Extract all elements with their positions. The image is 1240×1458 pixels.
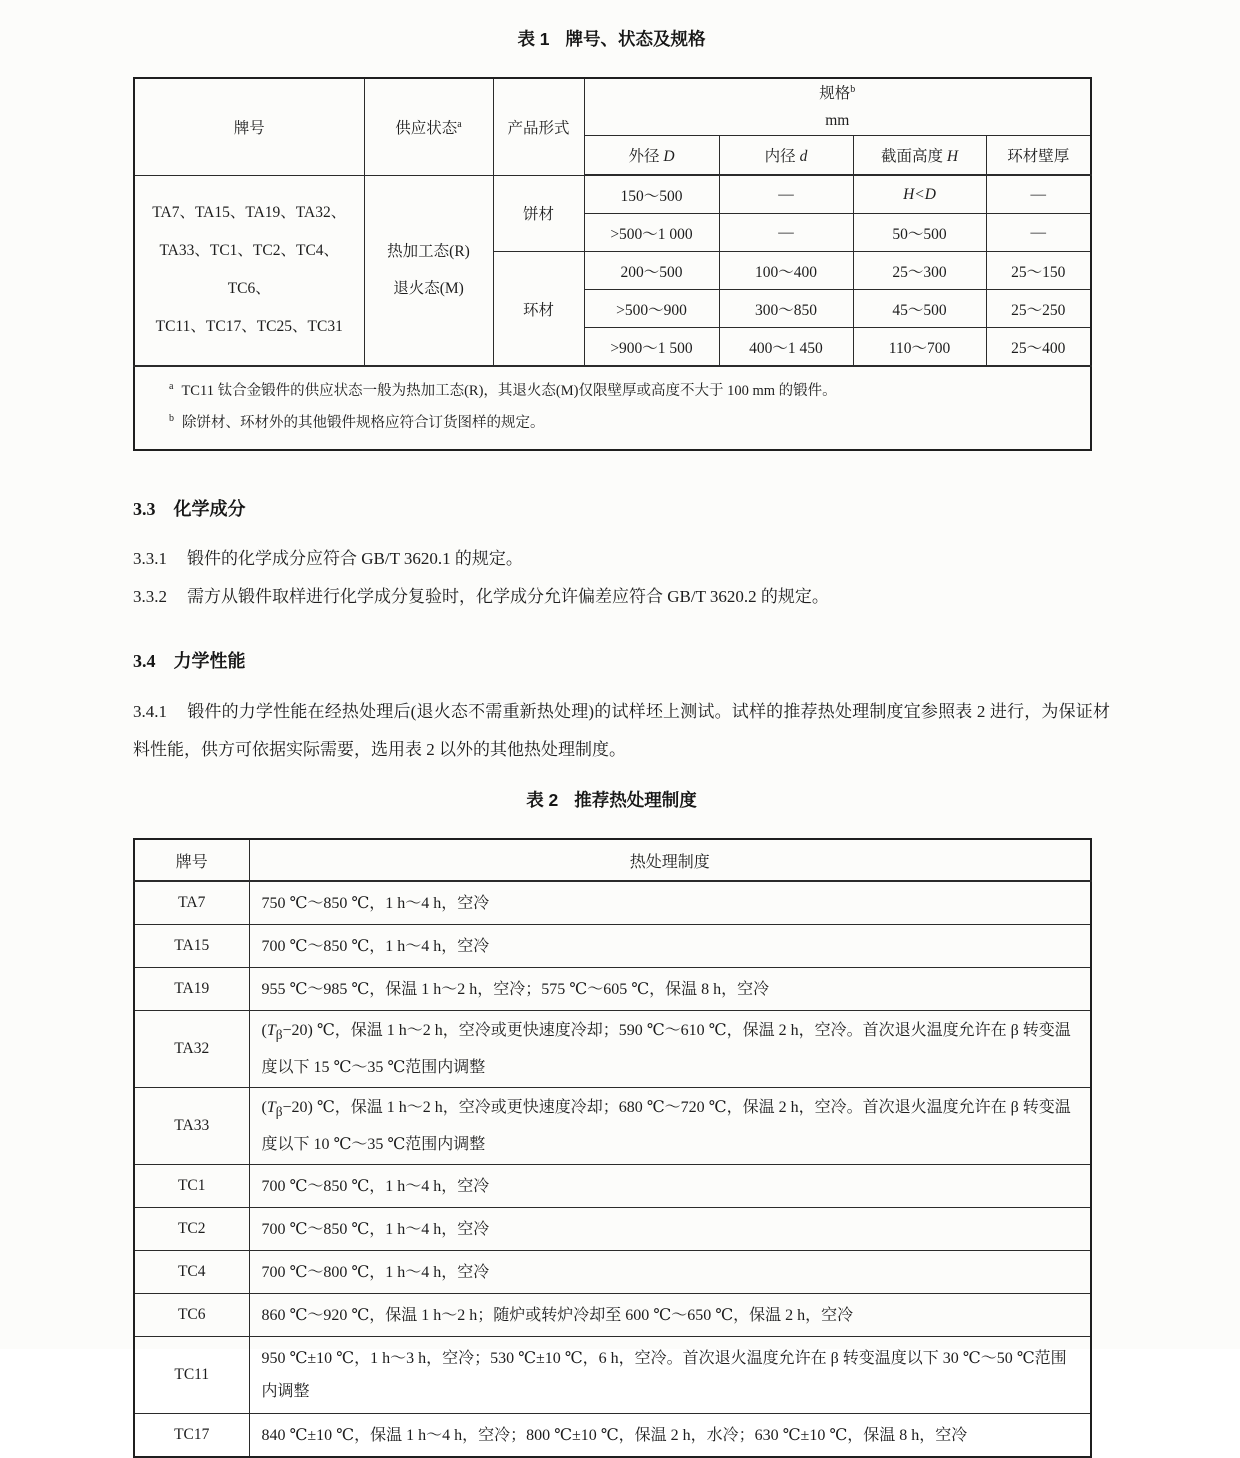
table-row bbox=[134, 1011, 1091, 1088]
t1-header-ring-wall: 环材壁厚 bbox=[986, 136, 1091, 176]
footnote-b: $^b$ 除饼材、环材外的其他锻件规格应符合订货图样的规定。 bbox=[169, 412, 545, 431]
spec-cell: 100～400 bbox=[719, 252, 853, 290]
t1-header-product-form: 产品形式 bbox=[493, 78, 584, 175]
treatment-cell: 750 ℃～850 ℃，1 h～4 h，空冷 bbox=[249, 881, 1091, 925]
grade-cell: TC11 bbox=[134, 1337, 249, 1414]
table-row bbox=[134, 1251, 1091, 1294]
table-header-row bbox=[134, 78, 1091, 136]
section-3-4-heading: 3.4 力学性能 bbox=[133, 651, 246, 671]
t1-header-spec-unit: mm bbox=[825, 112, 850, 129]
spec-cell: H<D bbox=[853, 175, 986, 214]
table-row bbox=[134, 1088, 1091, 1165]
table1-caption-label: 表 1 bbox=[517, 29, 550, 49]
table-row bbox=[134, 1208, 1091, 1251]
grade-cell: TA32 bbox=[134, 1011, 249, 1088]
spec-cell: >500～1 000 bbox=[584, 214, 719, 252]
grade-cell: TC4 bbox=[134, 1251, 249, 1294]
treatment-cell: 700 ℃～850 ℃，1 h～4 h，空冷 bbox=[249, 925, 1091, 968]
clause-3-4-1: 3.4.1 锻件的力学性能在经热处理后(退火态不需重新热处理)的试样坯上测试。试样的推荐热处理制度宜参照表 2 进行，为保证材料性能，供方可依据实际需要，选用表 2 以外的其他热处理制度。 bbox=[133, 702, 1110, 759]
grade-cell: TA15 bbox=[134, 925, 249, 968]
spec-cell: 25～250 bbox=[986, 290, 1091, 328]
table-row bbox=[134, 968, 1091, 1011]
treatment-cell: 700 ℃～850 ℃，1 h～4 h，空冷 bbox=[249, 1208, 1091, 1251]
treatment-cell: 840 ℃±10 ℃，保温 1 h～4 h，空冷；800 ℃±10 ℃，保温 2 h，水冷；630 ℃±10 ℃，保温 8 h，空冷 bbox=[249, 1414, 1091, 1458]
table2-heat-treatment bbox=[133, 838, 1092, 1458]
treatment-cell: 700 ℃～800 ℃，1 h～4 h，空冷 bbox=[249, 1251, 1091, 1294]
t2-header-treatment: 热处理制度 bbox=[249, 839, 1091, 881]
t1-form-cake-cell: 饼材 bbox=[493, 175, 584, 252]
table2-caption bbox=[133, 787, 1090, 812]
clause-3-3-2: 3.3.2 需方从锻件取样进行化学成分复验时，化学成分允许偏差应符合 GB/T 3620.2 的规定。 bbox=[133, 587, 829, 606]
grade-cell: TC2 bbox=[134, 1208, 249, 1251]
treatment-cell: $(T_\beta-20)$ ℃，保温 1 h～2 h，空冷或更快速度冷却；680 ℃～720 ℃，保温 2 h，空冷。首次退火温度允许在 β 转变温度以下 10 ℃～35 ℃范围内调整 bbox=[249, 1088, 1091, 1165]
spec-cell: — bbox=[986, 175, 1091, 214]
table1-grade-state-spec bbox=[133, 77, 1092, 451]
table2-caption-title: 推荐热处理制度 bbox=[574, 790, 697, 810]
spec-cell: — bbox=[986, 214, 1091, 252]
table-row bbox=[134, 1337, 1091, 1414]
table1-caption bbox=[133, 0, 1090, 51]
table-row bbox=[134, 881, 1091, 925]
t1-header-grade: 牌号 bbox=[134, 78, 364, 175]
section-3-3-heading: 3.3 化学成分 bbox=[133, 499, 246, 519]
t1-header-inner-diameter: 内径 d bbox=[719, 136, 853, 176]
spec-cell: >500～900 bbox=[584, 290, 719, 328]
grade-cell: TC17 bbox=[134, 1414, 249, 1458]
t1-form-ring-cell: 环材 bbox=[493, 252, 584, 367]
treatment-cell: $(T_\beta-20)$ ℃，保温 1 h～2 h，空冷或更快速度冷却；590 ℃～610 ℃，保温 2 h，空冷。首次退火温度允许在 β 转变温度以下 15 ℃～35 ℃范围内调整 bbox=[249, 1011, 1091, 1088]
table-row bbox=[134, 1294, 1091, 1337]
t1-supply-state-cell: 热加工态(R) 退火态(M) bbox=[364, 175, 493, 366]
spec-cell: 400～1 450 bbox=[719, 328, 853, 367]
grade-cell: TC1 bbox=[134, 1165, 249, 1208]
spec-cell: 45～500 bbox=[853, 290, 986, 328]
spec-cell: 50～500 bbox=[853, 214, 986, 252]
grade-cell: TA7 bbox=[134, 881, 249, 925]
footnotes-row bbox=[134, 366, 1091, 450]
spec-cell: >900～1 500 bbox=[584, 328, 719, 367]
t1-header-section-height: 截面高度 H bbox=[853, 136, 986, 176]
table-row bbox=[134, 175, 1091, 214]
footnote-ref-a: a bbox=[457, 118, 462, 130]
t1-grades-cell: TA7、TA15、TA19、TA32、 TA33、TC1、TC2、TC4、TC6、 TC11、TC17、TC25、TC31 bbox=[134, 175, 364, 366]
grade-cell: TA33 bbox=[134, 1088, 249, 1165]
table-row bbox=[134, 1165, 1091, 1208]
treatment-cell: 860 ℃～920 ℃，保温 1 h～2 h；随炉或转炉冷却至 600 ℃～650 ℃，保温 2 h，空冷 bbox=[249, 1294, 1091, 1337]
spec-cell: 25～150 bbox=[986, 252, 1091, 290]
t1-header-supply-state: 供应状态$^a$ bbox=[364, 78, 493, 175]
page-content bbox=[133, 0, 1110, 1458]
spec-cell: 110～700 bbox=[853, 328, 986, 367]
spec-cell: 200～500 bbox=[584, 252, 719, 290]
grade-cell: TC6 bbox=[134, 1294, 249, 1337]
t1-header-outer-diameter: 外径 D bbox=[584, 136, 719, 176]
table-row bbox=[134, 1414, 1091, 1458]
spec-cell: — bbox=[719, 214, 853, 252]
spec-cell: 25～300 bbox=[853, 252, 986, 290]
t2-header-grade: 牌号 bbox=[134, 839, 249, 881]
footnote-a: $^a$ TC11 钛合金锻件的供应状态一般为热加工态(R)，其退火态(M)仅限壁厚或高度不大于 100 mm 的锻件。 bbox=[169, 381, 837, 399]
spec-cell: 25～400 bbox=[986, 328, 1091, 367]
table-header-row bbox=[134, 839, 1091, 881]
table2-caption-label: 表 2 bbox=[526, 790, 559, 810]
spec-cell: 150～500 bbox=[584, 175, 719, 214]
treatment-cell: 950 ℃±10 ℃，1 h～3 h，空冷；530 ℃±10 ℃，6 h，空冷。首次退火温度允许在 β 转变温度以下 30 ℃～50 ℃范围内调整 bbox=[249, 1337, 1091, 1414]
footnote-ref-b: b bbox=[850, 83, 856, 95]
treatment-cell: 955 ℃～985 ℃，保温 1 h～2 h，空冷；575 ℃～605 ℃，保温 8 h，空冷 bbox=[249, 968, 1091, 1011]
table1-caption-title: 牌号、状态及规格 bbox=[565, 29, 706, 49]
spec-cell: 300～850 bbox=[719, 290, 853, 328]
grade-cell: TA19 bbox=[134, 968, 249, 1011]
table-row bbox=[134, 925, 1091, 968]
t1-header-spec: 规格$^b$ mm bbox=[584, 78, 1091, 136]
spec-cell: — bbox=[719, 175, 853, 214]
treatment-cell: 700 ℃～850 ℃，1 h～4 h，空冷 bbox=[249, 1165, 1091, 1208]
clause-3-3-1: 3.3.1 锻件的化学成分应符合 GB/T 3620.1 的规定。 bbox=[133, 549, 523, 568]
